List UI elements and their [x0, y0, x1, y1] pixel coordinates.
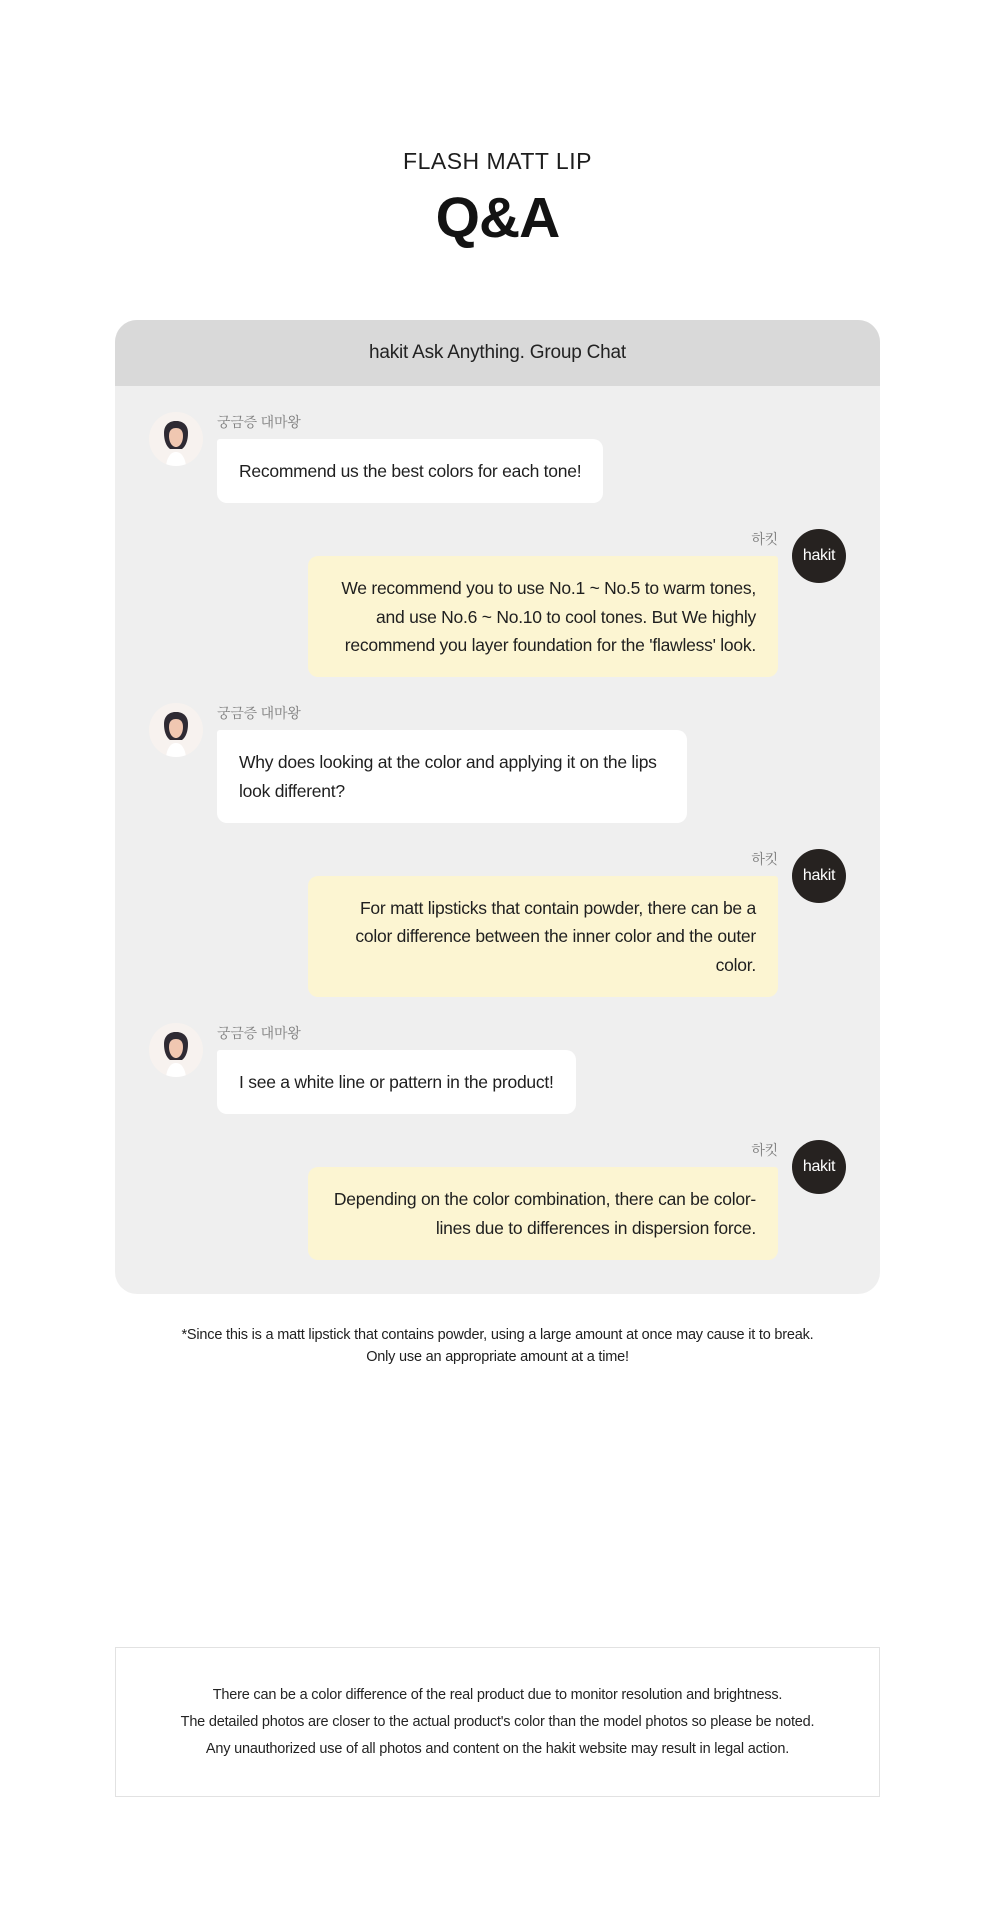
chat-message-row [115, 1023, 880, 1114]
user-avatar [149, 412, 203, 466]
chat-bubble-brand: For matt lipsticks that contain powder, there can be a color difference between the inner color and the outer color. [308, 876, 778, 997]
usage-note-line-2: Only use an appropriate amount at a time! [366, 1349, 629, 1366]
sender-name: 궁금증 대마왕 [217, 413, 301, 430]
brand-avatar-label: hakit [802, 547, 836, 565]
sender-name: 하킷 [751, 850, 778, 867]
disclaimer-box [115, 1647, 880, 1797]
brand-avatar-label: hakit [802, 866, 836, 884]
chat-message-row [115, 412, 880, 503]
chat-bubble-group [217, 412, 603, 503]
brand-avatar [792, 529, 846, 583]
brand-avatar [792, 849, 846, 903]
chat-bubble-group [217, 1023, 576, 1114]
chat-message-row [115, 1140, 880, 1260]
page-eyebrow: FLASH MATT LIP [403, 148, 592, 174]
chat-bubble-group [308, 1140, 778, 1260]
chat-bubble-group [217, 703, 687, 823]
page-header [0, 0, 995, 249]
chat-message-row [115, 849, 880, 997]
chat-message-row [115, 703, 880, 823]
sender-name: 궁금증 대마왕 [217, 1024, 301, 1041]
chat-room-title: hakit Ask Anything. Group Chat [115, 320, 880, 386]
disclaimer-line-1: There can be a color difference of the real product due to monitor resolution and brightness. [212, 1687, 783, 1703]
chat-bubble-user: Recommend us the best colors for each tone! [217, 439, 603, 503]
sender-name: 하킷 [751, 531, 778, 548]
disclaimer-line-2: The detailed photos are closer to the actual product's color than the model photos so please be noted. [180, 1713, 815, 1730]
user-avatar [149, 1023, 203, 1077]
chat-bubble-group [308, 529, 778, 677]
brand-avatar [792, 1140, 846, 1194]
chat-bubble-brand: We recommend you to use No.1 ~ No.5 to warm tones, and use No.6 ~ No.10 to cool tones. But We highly recommend you layer foundation for the 'flawless' look. [308, 556, 778, 677]
chat-panel [115, 320, 880, 1294]
sender-name: 궁금증 대마왕 [217, 705, 301, 722]
usage-note-line-1: *Since this is a matt lipstick that contains powder, using a large amount at once may cause it to break. [181, 1326, 814, 1343]
chat-message-row [115, 529, 880, 677]
chat-bubble-brand: Depending on the color combination, there can be color-lines due to differences in dispersion force. [308, 1167, 778, 1260]
chat-bubble-user: Why does looking at the color and applying it on the lips look different? [217, 730, 687, 823]
user-avatar [149, 703, 203, 757]
brand-avatar-label: hakit [802, 1158, 836, 1176]
page-title: Q&A [435, 186, 560, 250]
disclaimer-line-3: Any unauthorized use of all photos and content on the hakit website may result in legal action. [205, 1740, 790, 1757]
chat-bubble-group [308, 849, 778, 997]
chat-bubble-user: I see a white line or pattern in the product! [217, 1050, 576, 1114]
sender-name: 하킷 [751, 1142, 778, 1159]
usage-note [0, 1324, 995, 1369]
